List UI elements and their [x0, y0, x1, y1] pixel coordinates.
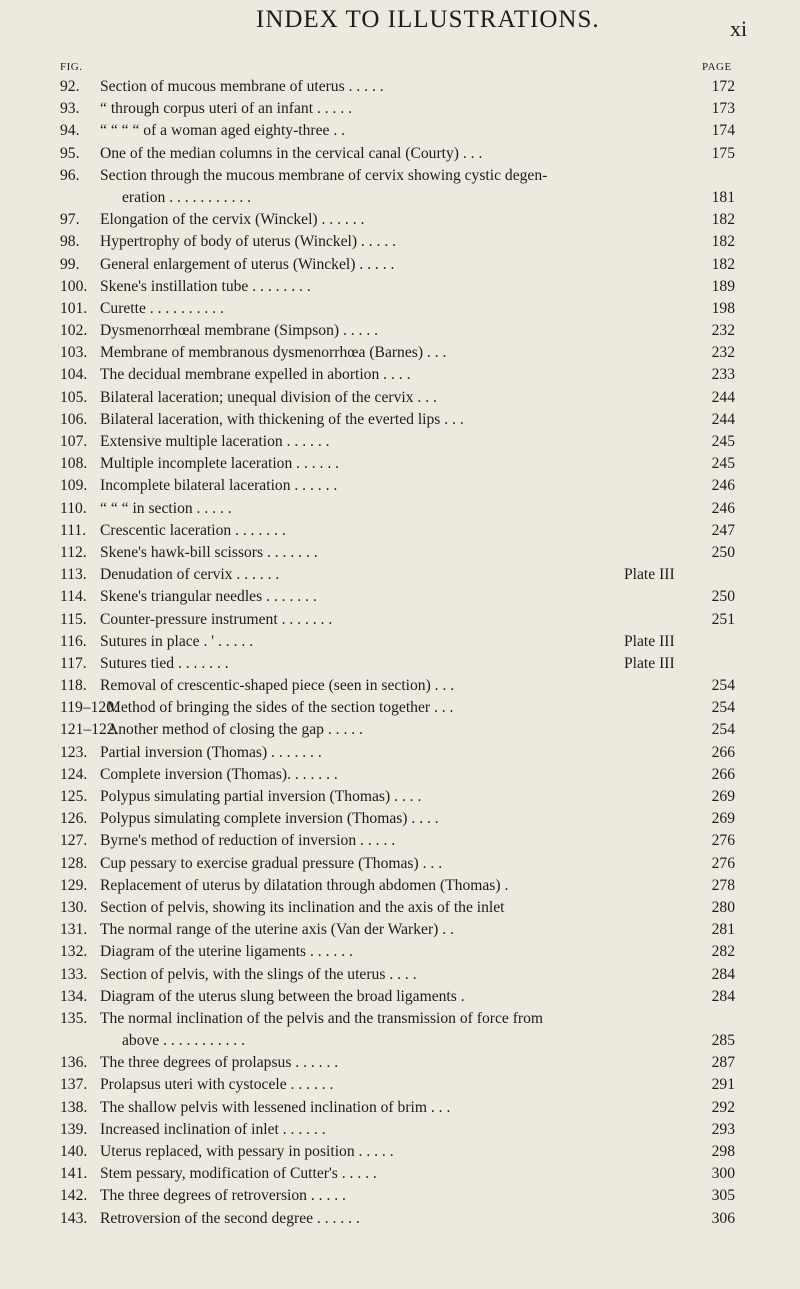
figure-number: 125. [60, 788, 88, 806]
index-entry [0, 853, 800, 875]
index-entry [0, 897, 800, 919]
index-entry [0, 631, 800, 653]
page-reference: 182 [711, 233, 735, 251]
figure-number: 140. [60, 1143, 88, 1161]
figure-number: 114. [60, 588, 87, 606]
figure-number: 137. [60, 1076, 88, 1094]
figure-number: 93. [60, 100, 80, 118]
index-entry [0, 342, 800, 364]
page-reference: 280 [711, 898, 735, 916]
figure-number: 134. [60, 987, 88, 1005]
figure-number: 126. [60, 810, 88, 828]
page-reference: 182 [711, 211, 735, 229]
index-entry [0, 697, 800, 719]
entry-caption: Polypus simulating partial inversion (Thomas) . . . . [100, 788, 422, 806]
index-entry [0, 209, 800, 231]
page-reference: 298 [711, 1143, 735, 1161]
index-entry [0, 719, 800, 741]
index-entry [0, 1097, 800, 1119]
page-reference: 266 [711, 765, 735, 783]
figure-number: 97. [60, 211, 80, 229]
entry-caption: Section of mucous membrane of uterus . . . . . [100, 78, 384, 95]
index-entry [0, 919, 800, 941]
page-reference: 282 [711, 943, 735, 961]
figure-number: 143. [60, 1209, 88, 1227]
index-entry [0, 1141, 800, 1163]
figure-number: 104. [60, 366, 88, 384]
entry-caption: The decidual membrane expelled in abortion . . . . [100, 366, 411, 384]
figure-number: 106. [60, 410, 88, 428]
entry-caption: The normal inclination of the pelvis and the transmission of force from [100, 1009, 544, 1027]
entry-caption: Denudation of cervix . . . . . . [100, 566, 280, 584]
page-number: xi [730, 16, 748, 41]
figure-number: 92. [60, 78, 80, 95]
entry-caption: Diagram of the uterus slung between the broad ligaments . [100, 987, 465, 1005]
page-reference: 305 [711, 1187, 735, 1205]
page-reference: 300 [711, 1165, 735, 1183]
entry-caption: Removal of crescentic-shaped piece (seen in section) . . . [100, 677, 455, 695]
page-reference: 276 [711, 854, 735, 872]
index-entry [0, 498, 800, 520]
index-entry [0, 453, 800, 475]
page-reference: 284 [711, 987, 735, 1005]
index-entry [0, 298, 800, 320]
page-reference: 172 [711, 78, 735, 95]
index-entry [0, 986, 800, 1008]
index-entry [0, 875, 800, 897]
page-reference: 254 [711, 677, 735, 695]
index-entry [0, 830, 800, 852]
figure-number: 110. [60, 499, 87, 517]
entry-caption: Polypus simulating complete inversion (Thomas) . . . . [100, 810, 439, 828]
page-reference: 244 [711, 410, 735, 428]
page-reference: 266 [711, 743, 735, 761]
entry-caption: “ through corpus uteri of an infant . . . . . [100, 100, 353, 118]
page-reference: 284 [711, 965, 735, 983]
figure-number: 142. [60, 1187, 88, 1205]
entry-caption: The three degrees of prolapsus . . . . . . [100, 1054, 339, 1072]
entry-caption: Section through the mucous membrane of cervix showing cystic degen- [100, 166, 548, 184]
index-entry [0, 786, 800, 808]
page-column-heading: PAGE [702, 61, 732, 73]
page-reference: 245 [711, 455, 735, 473]
plate-reference: Plate III [624, 654, 675, 672]
entry-caption: Counter-pressure instrument . . . . . . . [100, 610, 333, 628]
figure-number: 138. [60, 1098, 88, 1116]
entry-caption: Sutures in place . ' . . . . . [100, 632, 254, 650]
figure-number: 94. [60, 122, 80, 140]
figure-number: 103. [60, 344, 88, 362]
entry-caption: Skene's hawk-bill scissors . . . . . . . [100, 543, 318, 561]
page-reference: 198 [711, 299, 735, 317]
page-reference: 175 [711, 144, 735, 162]
entry-caption: Uterus replaced, with pessary in position . . . . . [100, 1143, 394, 1161]
entry-caption: Membrane of membranous dysmenorrhœa (Barnes) . . . [100, 344, 447, 362]
figure-number: 99. [60, 255, 80, 273]
entry-caption: The shallow pelvis with lessened inclination of brim . . . [100, 1098, 451, 1116]
index-entry [0, 475, 800, 497]
page-reference: 250 [711, 543, 735, 561]
entry-caption: Replacement of uterus by dilatation through abdomen (Thomas) . [100, 876, 509, 894]
page-reference: 254 [711, 699, 735, 717]
entry-caption: Bilateral laceration; unequal division of the cervix . . . [100, 388, 437, 406]
entry-caption: Method of bringing the sides of the section together . . . [107, 699, 454, 717]
index-entry [0, 409, 800, 431]
figure-number: 130. [60, 898, 88, 916]
index-entry [0, 1074, 800, 1096]
index-entry [0, 564, 800, 586]
page-reference: 292 [711, 1098, 735, 1116]
figure-number: 100. [60, 277, 88, 295]
figure-number: 131. [60, 921, 88, 939]
page-reference: 269 [711, 788, 735, 806]
entry-caption: Increased inclination of inlet . . . . . . [100, 1120, 326, 1138]
figure-number: 119–120. [60, 699, 118, 717]
entry-caption: Section of pelvis, showing its inclination and the axis of the inlet [100, 898, 505, 916]
figure-number: 118. [60, 677, 87, 695]
index-entry [0, 1163, 800, 1185]
entry-caption: Another method of closing the gap . . . . . [107, 721, 363, 739]
page-reference: 306 [711, 1209, 735, 1227]
figure-number: 117. [60, 654, 87, 672]
figure-number: 121–122. [60, 721, 119, 739]
page-reference: 245 [711, 433, 735, 451]
page-title: INDEX TO ILLUSTRATIONS. [256, 6, 600, 33]
index-entry [0, 98, 800, 120]
entry-caption: Multiple incomplete laceration . . . . . . [100, 455, 340, 473]
page-reference: 246 [711, 499, 735, 517]
index-entry [0, 143, 800, 165]
page-reference: 246 [711, 477, 735, 495]
index-entry [0, 1119, 800, 1141]
index-entry [0, 387, 800, 409]
entry-caption: Section of pelvis, with the slings of the uterus . . . . [100, 965, 417, 983]
index-entry [0, 1052, 800, 1074]
page-reference: 181 [711, 188, 735, 206]
index-entry [0, 320, 800, 342]
entry-caption: Crescentic laceration . . . . . . . [100, 521, 286, 539]
column-headings [0, 61, 800, 77]
index-entry [0, 764, 800, 786]
index-entry [0, 1208, 800, 1230]
figure-number: 108. [60, 455, 88, 473]
entry-caption-continuation: above . . . . . . . . . . . [122, 1031, 245, 1049]
index-entry [0, 1185, 800, 1207]
running-header [0, 6, 800, 40]
page-reference: 173 [711, 100, 735, 118]
entry-caption: Retroversion of the second degree . . . . . . [100, 1209, 360, 1227]
index-entry [0, 520, 800, 542]
figure-number: 116. [60, 632, 87, 650]
entry-caption: The three degrees of retroversion . . . . . [100, 1187, 346, 1205]
figure-number: 128. [60, 854, 88, 872]
index-entry [0, 653, 800, 675]
figure-number: 109. [60, 477, 88, 495]
figure-number: 139. [60, 1120, 88, 1138]
index-entry [0, 76, 800, 98]
index-entry [0, 254, 800, 276]
index-entry [0, 120, 800, 142]
entry-caption: Prolapsus uteri with cystocele . . . . . . [100, 1076, 334, 1094]
figure-number: 124. [60, 765, 88, 783]
entry-caption: One of the median columns in the cervical canal (Courty) . . . [100, 144, 483, 162]
page-reference: 251 [711, 610, 735, 628]
page-reference: 291 [711, 1076, 735, 1094]
fig-column-heading: FIG. [60, 61, 83, 73]
page-reference: 232 [711, 344, 735, 362]
figure-number: 115. [60, 610, 87, 628]
entry-caption: Incomplete bilateral laceration . . . . . . [100, 477, 338, 495]
figure-number: 133. [60, 965, 88, 983]
entry-caption: Stem pessary, modification of Cutter's . . . . . [100, 1165, 377, 1183]
figure-number: 107. [60, 433, 88, 451]
plate-reference: Plate III [624, 632, 675, 650]
entry-caption: Extensive multiple laceration . . . . . . [100, 433, 330, 451]
index-entry [0, 808, 800, 830]
plate-reference: Plate III [624, 566, 675, 584]
figure-number: 129. [60, 876, 88, 894]
page-reference: 250 [711, 588, 735, 606]
index-entry [0, 675, 800, 697]
index-entry [0, 165, 800, 209]
entry-caption: Complete inversion (Thomas). . . . . . . [100, 765, 338, 783]
figure-number: 136. [60, 1054, 88, 1072]
page-reference: 276 [711, 832, 735, 850]
figure-number: 113. [60, 566, 87, 584]
page-reference: 244 [711, 388, 735, 406]
index-entry [0, 742, 800, 764]
page-reference: 293 [711, 1120, 735, 1138]
figure-number: 98. [60, 233, 80, 251]
index-entry [0, 964, 800, 986]
illustration-index-list [0, 76, 800, 1230]
entry-caption: Partial inversion (Thomas) . . . . . . . [100, 743, 322, 761]
figure-number: 141. [60, 1165, 88, 1183]
page-reference: 232 [711, 322, 735, 340]
entry-caption: Sutures tied . . . . . . . [100, 654, 229, 672]
index-entry [0, 609, 800, 631]
figure-number: 132. [60, 943, 88, 961]
page-reference: 254 [711, 721, 735, 739]
index-entry [0, 542, 800, 564]
entry-caption: Skene's instillation tube . . . . . . . . [100, 277, 311, 295]
entry-caption: “ “ “ in section . . . . . [100, 499, 232, 517]
page-reference: 233 [711, 366, 735, 384]
entry-caption: Skene's triangular needles . . . . . . . [100, 588, 317, 606]
entry-caption: The normal range of the uterine axis (Van der Warker) . . [100, 921, 454, 939]
index-entry [0, 276, 800, 298]
index-entry [0, 364, 800, 386]
entry-caption: Diagram of the uterine ligaments . . . . . . [100, 943, 353, 961]
entry-caption: Bilateral laceration, with thickening of the everted lips . . . [100, 410, 464, 428]
figure-number: 101. [60, 299, 88, 317]
entry-caption: Hypertrophy of body of uterus (Winckel) . . . . . [100, 233, 397, 251]
figure-number: 105. [60, 388, 88, 406]
figure-number: 123. [60, 743, 88, 761]
entry-caption: Dysmenorrhœal membrane (Simpson) . . . . . [100, 322, 379, 340]
page-reference: 269 [711, 810, 735, 828]
page-reference: 247 [711, 521, 735, 539]
entry-caption: “ “ “ “ of a woman aged eighty-three . . [100, 122, 346, 140]
page-reference: 174 [711, 122, 735, 140]
entry-caption: Cup pessary to exercise gradual pressure (Thomas) . . . [100, 854, 443, 872]
figure-number: 135. [60, 1009, 88, 1027]
figure-number: 102. [60, 322, 88, 340]
entry-caption-continuation: eration . . . . . . . . . . . [122, 188, 252, 206]
entry-caption: Curette . . . . . . . . . . [100, 299, 224, 317]
entry-caption: Byrne's method of reduction of inversion . . . . . [100, 832, 396, 850]
entry-caption: General enlargement of uterus (Winckel) . . . . . [100, 255, 395, 273]
figure-number: 112. [60, 543, 87, 561]
index-entry [0, 231, 800, 253]
page-reference: 285 [711, 1031, 735, 1049]
page-reference: 189 [711, 277, 735, 295]
index-entry [0, 1008, 800, 1052]
index-entry [0, 431, 800, 453]
figure-number: 95. [60, 144, 80, 162]
index-entry [0, 586, 800, 608]
figure-number: 96. [60, 166, 80, 184]
page-reference: 278 [711, 876, 735, 894]
figure-number: 127. [60, 832, 88, 850]
index-entry [0, 941, 800, 963]
entry-caption: Elongation of the cervix (Winckel) . . . . . . [100, 211, 365, 229]
page-reference: 287 [711, 1054, 735, 1072]
figure-number: 111. [60, 521, 87, 539]
page-reference: 182 [711, 255, 735, 273]
page-reference: 281 [711, 921, 735, 939]
